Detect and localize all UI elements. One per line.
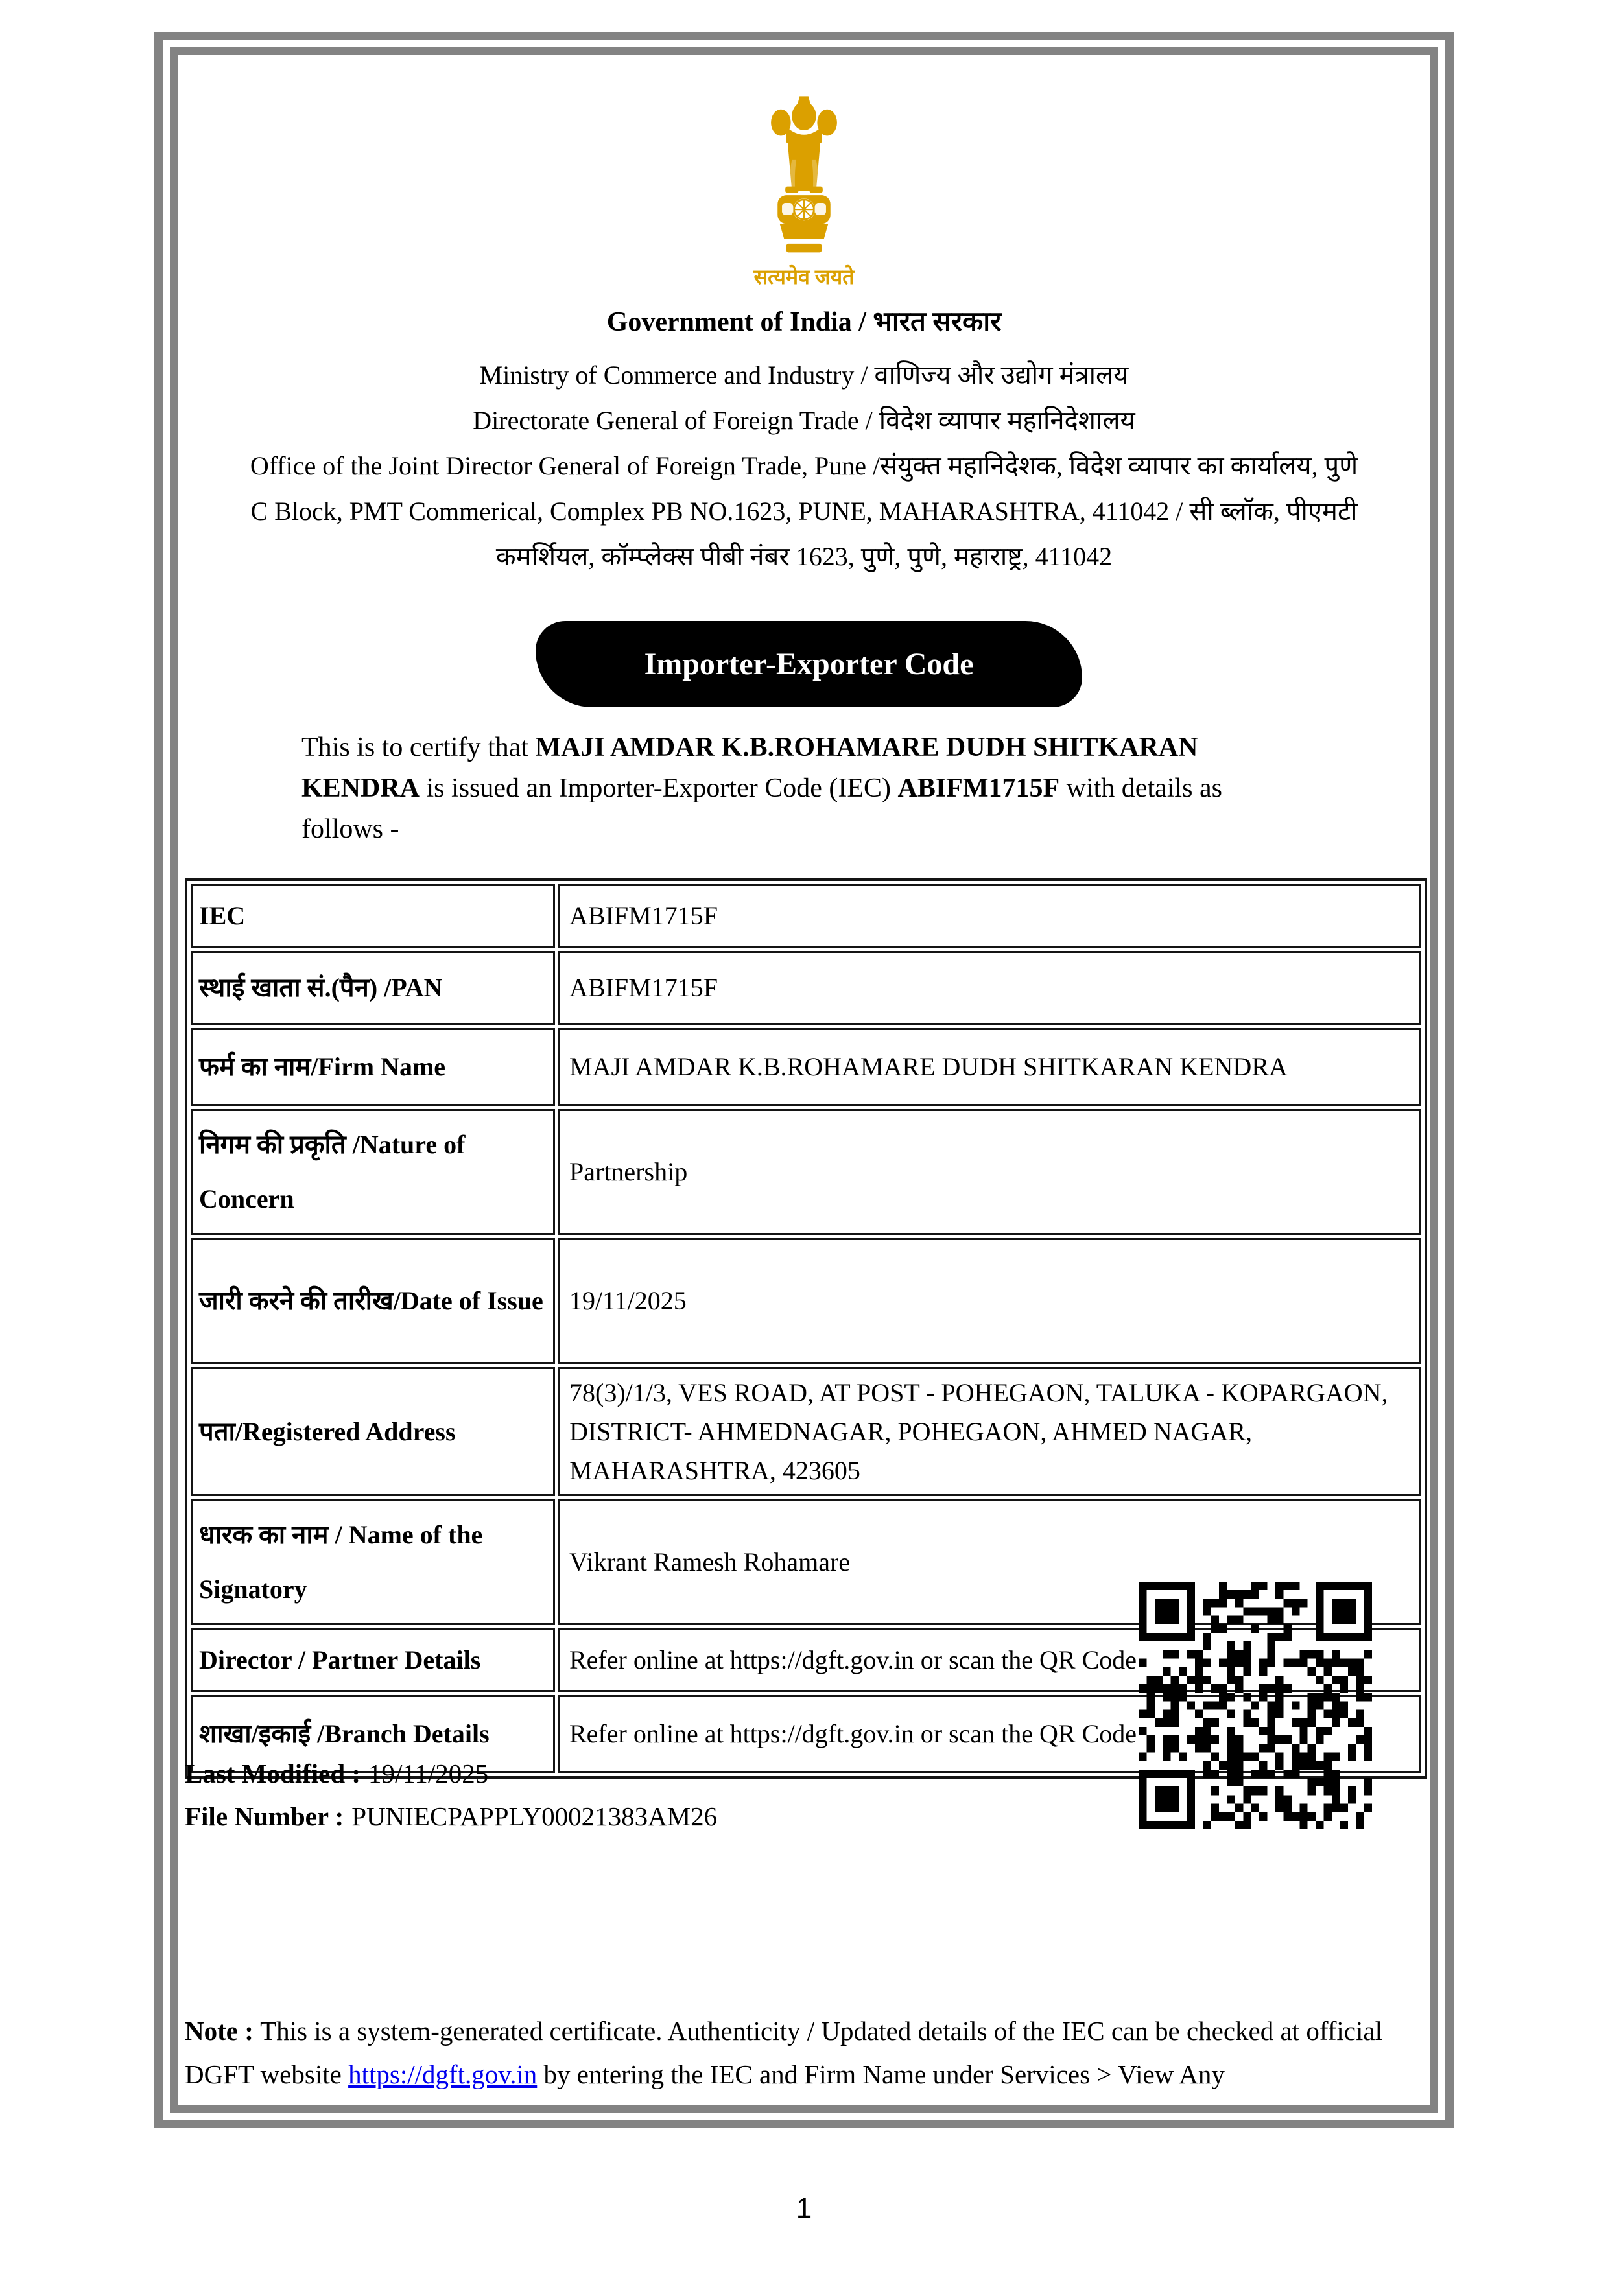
header-line-3: Directorate General of Foreign Trade / विदेश व्यापार महानिदेशालय [473, 406, 1135, 435]
qr-code [1139, 1582, 1372, 1829]
table-row [191, 1028, 1421, 1106]
note-text: This is a system-generated certificate. Authenticity / Updated details of the IEC can be checked at official DGFT website [185, 2016, 1382, 2089]
table-row [191, 1238, 1421, 1364]
table-value-cell: ABIFM1715F [558, 951, 1421, 1025]
importer-exporter-code-badge [536, 621, 1082, 707]
last-modified-label: Last Modified : [185, 1759, 361, 1788]
table-value-cell: MAJI AMDAR K.B.ROHAMARE DUDH SHITKARAN KENDRA [558, 1028, 1421, 1106]
table-value-cell: Refer online at https://dgft.gov.in or scan the QR Code [558, 1695, 1421, 1773]
page-number: 1 [796, 2192, 812, 2224]
note-text: by entering the IEC and Firm Name under Services > View Any [537, 2059, 1225, 2089]
header-line-5: C Block, PMT Commerical, Complex PB NO.1623, PUNE, MAHARASHTRA, 411042 / सी ब्लॉक, पीएमटी [250, 497, 1358, 526]
dgft-link[interactable]: https://dgft.gov.in [348, 2059, 538, 2089]
table-row [191, 951, 1421, 1025]
table-label-cell: IEC [191, 884, 555, 948]
emblem-motto: सत्यमेव जयते [753, 265, 855, 288]
header-line-6: कमर्शियल, कॉम्प्लेक्स पीबी नंबर 1623, पुणे, पुणे, महाराष्ट्र, 411042 [495, 542, 1113, 571]
table-value-cell: Refer online at https://dgft.gov.in or scan the QR Code [558, 1628, 1421, 1692]
last-modified-value: 19/11/2025 [368, 1759, 489, 1788]
last-modified [185, 1758, 488, 1789]
table-label-cell: Director / Partner Details [191, 1628, 555, 1692]
table-value-cell: Vikrant Ramesh Rohamare [558, 1499, 1421, 1625]
table-value-cell: ABIFM1715F [558, 884, 1421, 948]
badge-label: Importer-Exporter Code [644, 647, 974, 681]
table-label-cell: जारी करने की तारीख/Date of Issue [191, 1238, 555, 1364]
table-value-cell: Partnership [558, 1109, 1421, 1235]
emblem-of-india-icon [749, 94, 859, 261]
file-number-value: PUNIECPAPPLY00021383AM26 [351, 1801, 718, 1831]
table-row [191, 1367, 1421, 1496]
table-label-cell: निगम की प्रकृति /Nature of Concern [191, 1109, 555, 1235]
table-label-cell: स्थाई खाता सं.(पैन) /PAN [191, 951, 555, 1025]
header-line-4: Office of the Joint Director General of Foreign Trade, Pune /संयुक्त महानिदेशक, विदेश व्यापार का कार्यालय, पुणे [250, 451, 1358, 480]
table-row [191, 884, 1421, 948]
table-value-cell: 78(3)/1/3, VES ROAD, AT POST - POHEGAON, TALUKA - KOPARGAON, DISTRICT- AHMEDNAGAR, POHEGAON, AHMED NAGAR, MAHARASHTRA, 423605 [558, 1367, 1421, 1496]
file-number [185, 1801, 717, 1832]
table-label-cell: धारक का नाम / Name of the Signatory [191, 1499, 555, 1625]
table-value-cell: 19/11/2025 [558, 1238, 1421, 1364]
header [195, 299, 1413, 580]
note [185, 2009, 1425, 2096]
certify-line: This is to certify that MAJI AMDAR K.B.ROHAMARE DUDH SHITKARAN [302, 732, 1198, 762]
certification-statement [302, 727, 1274, 850]
table-row [191, 1109, 1421, 1235]
table-label-cell: फर्म का नाम/Firm Name [191, 1028, 555, 1106]
table-label-cell: पता/Registered Address [191, 1367, 555, 1496]
table-label-cell: शाखा/इकाई /Branch Details [191, 1695, 555, 1773]
header-line-1: Government of India / भारत सरकार [606, 307, 1002, 337]
certify-line: KENDRA is issued an Importer-Exporter Code (IEC) ABIFM1715F with details as [302, 773, 1222, 803]
file-number-label: File Number : [185, 1801, 344, 1831]
header-line-2: Ministry of Commerce and Industry / वाणिज्य और उद्योग मंत्रालय [479, 360, 1129, 390]
certify-line: follows - [302, 814, 399, 844]
note-text: Note : [185, 2016, 261, 2046]
